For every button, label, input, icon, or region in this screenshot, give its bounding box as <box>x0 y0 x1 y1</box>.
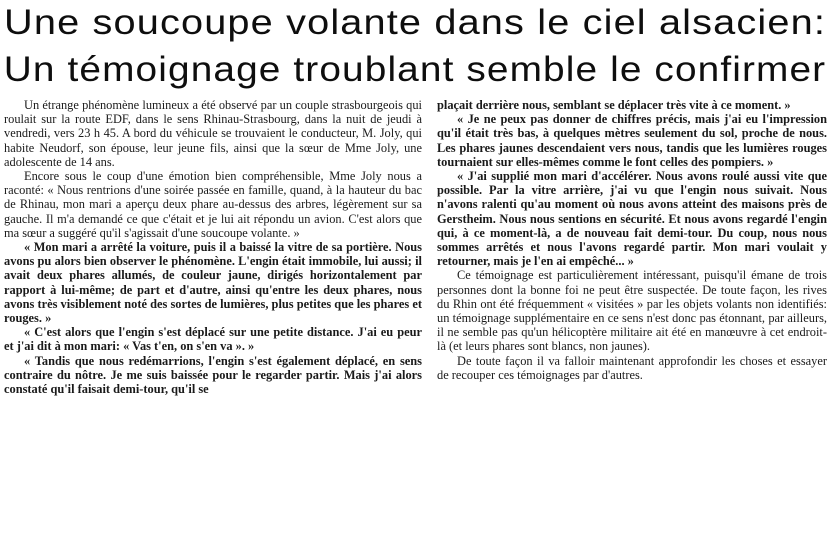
paragraph: « Mon mari a arrêté la voiture, puis il a baissé la vitre de sa portière. Nous avons pu alors bien observer le phénomène. L'engin était immobile, lui aussi; il avait deux phares allumés, de couleur jaune, dirigés horizontalement par rapport à lui-même; de part et d'autre, ainsi qu'entre les deux phares, nous avons très visiblement noté des sortes de lumières, plus petites que les phares et rouges. » <box>4 240 422 326</box>
paragraph: « Je ne peux pas donner de chiffres précis, mais j'ai eu l'impression qu'il était très bas, à quelques mètres seulement du sol, proche de nous. Les phares jaunes descendaient vers nous, tandis que les lumières rouges tournaient sur elles-mêmes comme le font celles des pompiers. » <box>437 112 827 169</box>
article-column-left <box>4 98 422 396</box>
headline-line-1: Une soucoupe volante dans le ciel alsacien: <box>3 3 826 42</box>
article-column-right <box>437 98 827 382</box>
paragraph: « Tandis que nous redémarrions, l'engin s'est également déplacé, en sens contraire du nôtre. Je me suis baissée pour le regarder partir. Mais j'ai alors constaté qu'il faisait demi-tour, qu'il se <box>4 353 422 397</box>
headline-line-2: Un témoignage troublant semble le confirmer <box>3 50 827 89</box>
paragraph: De toute façon il va falloir maintenant approfondir les choses et essayer de recouper ces témoignages par d'autres. <box>437 353 827 382</box>
paragraph: Encore sous le coup d'une émotion bien compréhensible, Mme Joly nous a raconté: « Nous rentrions d'une soirée passée en famille, quand, à la hauteur du bac de Rhinau, mon mari a aperçu deux phare au-dessus des arbres, légèrement sur sa gauche. Il m'a demandé ce que c'était et je lui ait répondu un avion. C'est alors que ma sœur a suggéré qu'il s'agissait d'une soucoupe volante. » <box>4 169 422 240</box>
paragraph: « C'est alors que l'engin s'est déplacé sur une petite distance. J'ai eu peur et j'ai dit à mon mari: « Vas t'en, on s'en va ». » <box>4 325 422 354</box>
paragraph: plaçait derrière nous, semblant se déplacer très vite à ce moment. » <box>437 98 791 112</box>
paragraph: Un étrange phénomène lumineux a été observé par un couple strasbourgeois qui roulait sur la route EDF, dans le sens Rhinau-Strasbourg, dans la nuit de jeudi à vendredi, vers 23 h 45. A bord du véhicule se trouvaient le conducteur, M. Joly, qui habite Neudorf, son épouse, leur jeune fils, ainsi que la sœur de Mme Joly, une adolescente de 14 ans. <box>4 98 422 169</box>
paragraph: « J'ai supplié mon mari d'accélérer. Nous avons roulé aussi vite que possible. Par la vitre arrière, j'ai vu que l'engin nous suivait. Nous n'avons ralenti qu'au moment où nous avons atteint des maisons près de Gerstheim. Nous nous sentions en sécurité. Et nous avons regardé l'engin qui, à ce moment-là, a de nouveau fait demi-tour. Du coup, nous nous sommes arrêtés et nous l'avons regardé partir. Mon mari voulait y retourner, mais je l'en ai empêché... » <box>437 169 827 269</box>
paragraph: Ce témoignage est particulièrement intéressant, puisqu'il émane de trois personnes dont la bonne foi ne peut être suspectée. De toute façon, les rives du Rhin ont été fréquemment « visitées » par les objets volants non identifiés: un témoignage supplémentaire en ce sens n'est donc pas étonnant, par ailleurs, il ne semble pas qu'un hélicoptère militaire ait été en manœuvre à cet endroit-là (et leurs phares sont blancs, non jaunes). <box>437 268 827 354</box>
